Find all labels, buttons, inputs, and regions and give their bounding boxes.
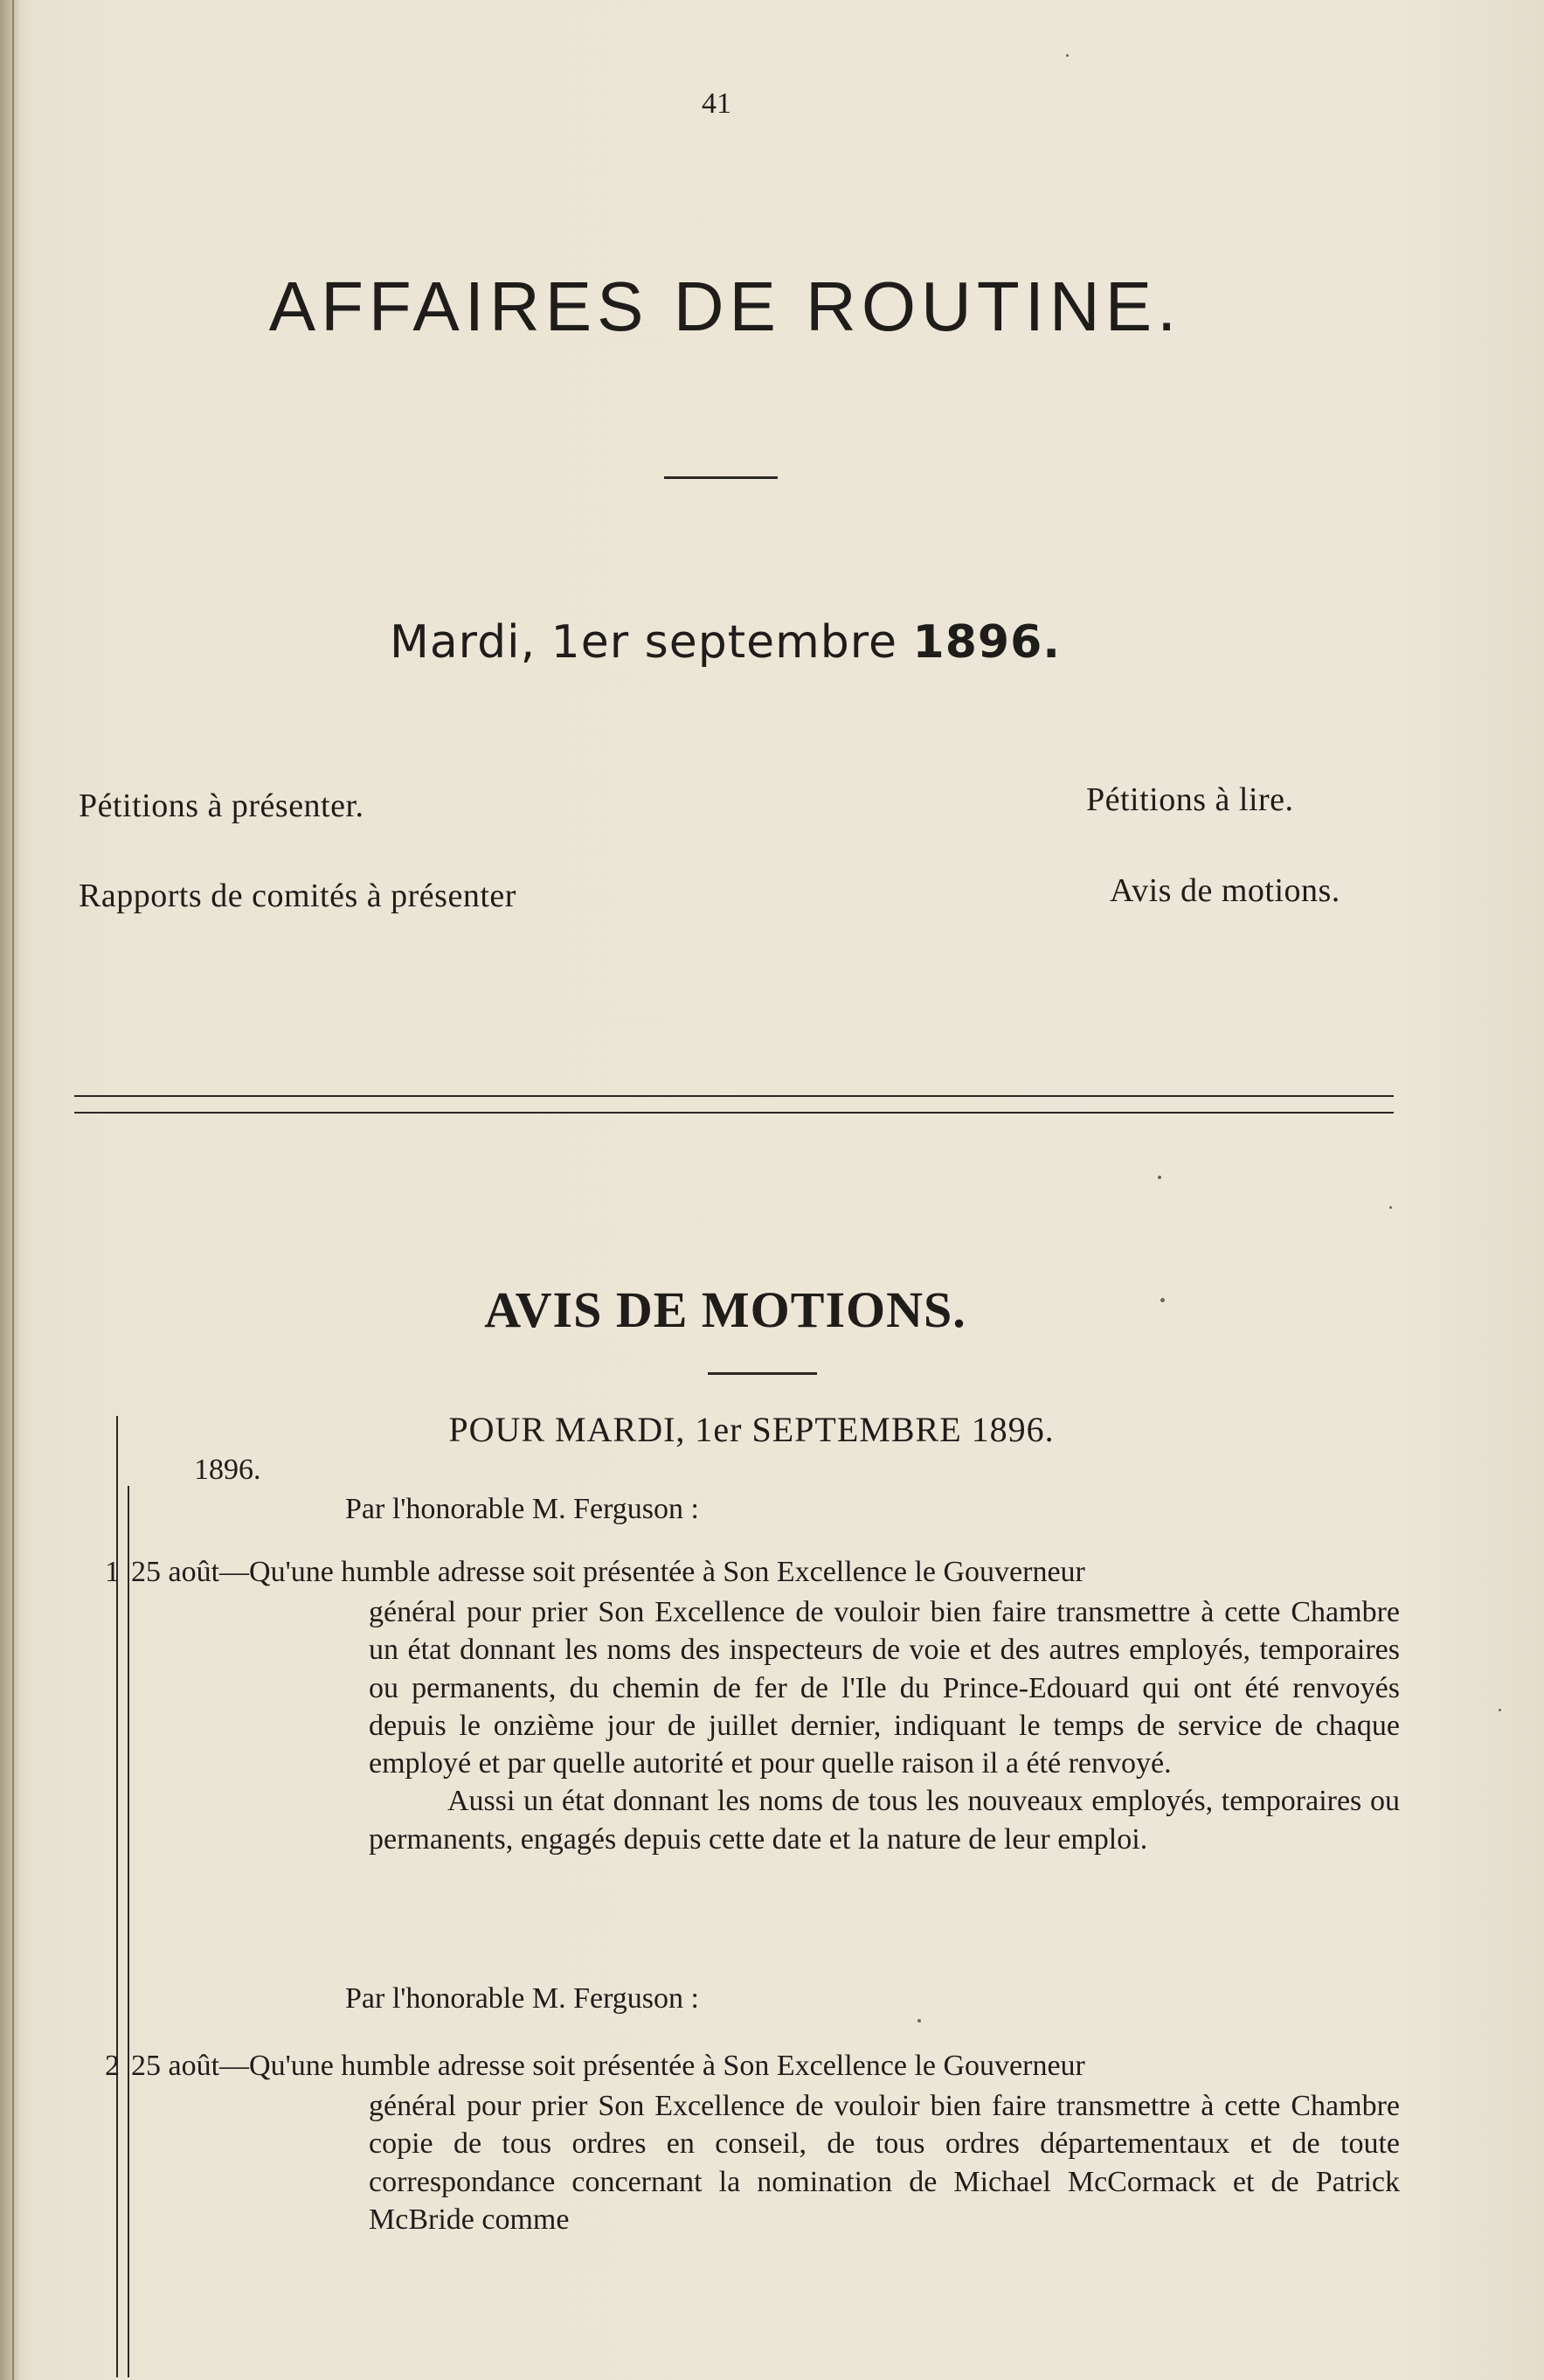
motion-1-mover: Par l'honorable M. Ferguson : [345,1493,699,1525]
motion-2-first-line: 25 août—Qu'une humble adresse soit présentée à Son Excellence le Gouverneur [131,2050,1085,2082]
motion-2-mover: Par l'honorable M. Ferguson : [345,1982,699,2015]
motion-1-first-line: 25 août—Qu'une humble adresse soit présentée à Son Excellence le Gouverneur [131,1556,1085,1588]
motion-1-paragraph-2: Aussi un état donnant les noms de tous les nouveaux employés, temporaires ou permanents, engagés depuis cette date et la nature de leur emploi. [369,1785,1400,1856]
motion-2-body [369,2087,1400,2238]
motion-2-number: 2 [105,2050,120,2082]
section-divider [708,1372,817,1375]
notice-date-heading: POUR MARDI, 1er SEPTEMBRE 1896. [448,1410,1055,1449]
sitting-date [0,616,1451,669]
book-spine [0,0,19,2380]
page-title: AFFAIRES DE ROUTINE. [268,267,1182,345]
title-divider [664,476,778,479]
motion-2-paragraph-1: général pour prier Son Excellence de vouloir bien faire transmettre à cette Chambre copie de tous ordres en conseil, de tous ordres départementaux et de toute correspondance concernant la nomination de Michael McCormack et de Patrick McBride comme [369,2090,1400,2236]
motion-1-body [369,1593,1400,1858]
routine-committee-reports: Rapports de comités à présenter [79,878,516,914]
margin-year: 1896. [194,1454,261,1486]
margin-rule-right [128,1486,129,2377]
section-double-rule-bottom [74,1112,1394,1114]
routine-notices-of-motion: Avis de motions. [1110,872,1340,909]
routine-petitions-present: Pétitions à présenter. [79,788,364,824]
sitting-date-text: Mardi, 1er septembre [389,616,898,669]
spine-edge-line [12,0,14,2380]
page-number: 41 [702,87,731,120]
routine-petitions-read: Pétitions à lire. [1086,781,1294,818]
section-double-rule-top [74,1095,1394,1097]
sitting-date-year: 1896. [912,616,1062,669]
motion-1-paragraph-1: général pour prier Son Excellence de vouloir bien faire transmettre à cette Chambre un état donnant les noms des inspecteurs de voie et des autres employés, temporaires ou permanents, du chemin de fer de l'Ile du Prince-Edouard qui ont été renvoyés depuis le onzième jour de juillet dernier, indiquant le temps de service de chaque employé et par quelle autorité et pour quelle raison il a été renvoyé. [369,1596,1400,1780]
motion-1-number: 1 [105,1556,120,1588]
section-title: AVIS DE MOTIONS. [484,1281,966,1338]
